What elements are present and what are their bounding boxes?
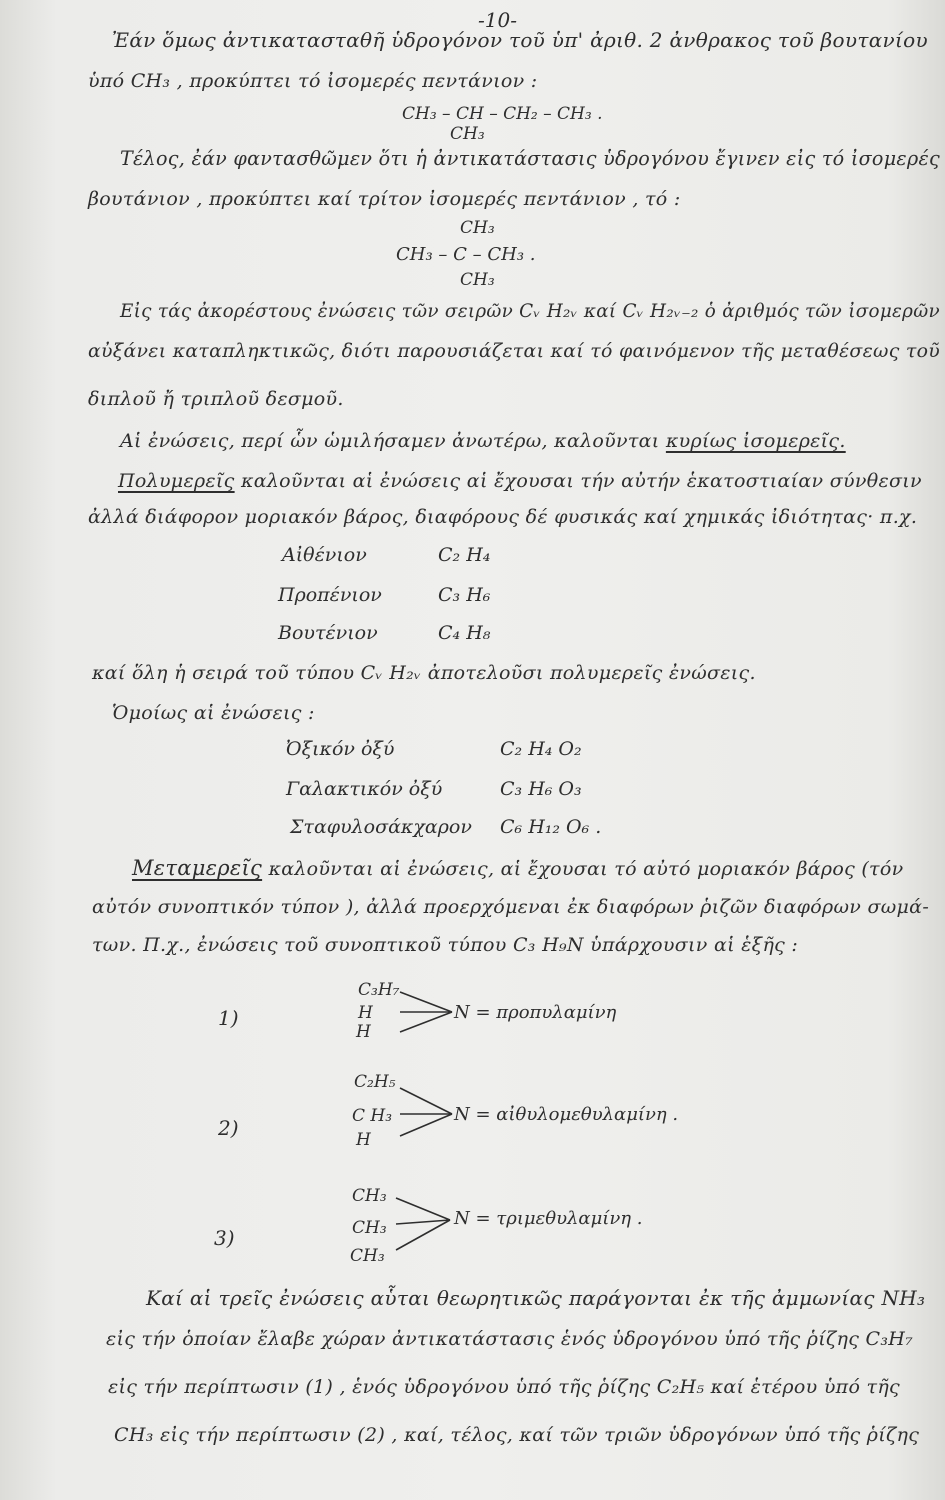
polymer-formula-3: C₄ H₈ <box>438 622 491 644</box>
text-line-9-rest: καλοῦνται αἱ ἐνώσεις αἱ ἔχουσαι τήν αὐτήν ἑκατοστιαίαν σύνθεσιν <box>240 470 922 492</box>
polymer-name-2: Προπένιον <box>278 584 382 606</box>
acid-formula-2: C₃ H₆ O₃ <box>500 778 582 800</box>
text-line-15: των. Π.χ., ἐνώσεις τοῦ συνοπτικοῦ τύπου C₃ H₉N ὑπάρχουσιν αἱ ἑξῆς : <box>92 934 799 956</box>
acid-formula-3: C₆ H₁₂ O₆ . <box>500 816 602 838</box>
text-line-11: καί ὅλη ἡ σειρά τοῦ τύπου Cᵥ H₂ᵥ ἀποτελοῦσι πολυμερεῖς ἐνώσεις. <box>92 662 756 684</box>
text-line-16: Καί αἱ τρεῖς ἐνώσεις αὗται θεωρητικῶς παράγονται ἐκ τῆς ἀμμωνίας NH₃ <box>146 1286 926 1310</box>
text-line-10: ἀλλά διάφορον μοριακόν βάρος, διαφόρους δέ φυσικάς καί χημικάς ἰδιότητας· π.χ. <box>88 506 918 528</box>
term-metamereis: Μεταμερεῖς <box>132 856 263 880</box>
isopentane-chain: CH₃ – CH – CH₂ – CH₃ . <box>402 104 603 124</box>
text-line-6: αὐξάνει καταπληκτικῶς, διότι παρουσιάζεται καί τό φαινόμενον τῆς μεταθέσεως τοῦ <box>88 340 941 362</box>
neopentane-mid: CH₃ – C – CH₃ . <box>396 244 536 265</box>
isopentane-branch: CH₃ <box>450 124 485 144</box>
polymer-name-3: Βουτένιον <box>278 622 378 644</box>
text-line-7: διπλοῦ ἤ τριπλοῦ δεσμοῦ. <box>88 388 344 410</box>
text-line-17: εἰς τήν ὁποίαν ἔλαβε χώραν ἀντικατάστασις ἑνός ὑδρογόνου ὑπό τῆς ῥίζης C₃H₇ <box>106 1328 914 1350</box>
polymer-formula-1: C₂ H₄ <box>438 544 491 566</box>
amine-3-bonds <box>394 1196 452 1254</box>
text-line-4: βουτάνιον , προκύπτει καί τρίτον ἰσομερές πεντάνιον , τό : <box>88 188 681 210</box>
amine-2-result: N = αἰθυλομεθυλαμίνη . <box>454 1104 679 1125</box>
amine-1-group-2: H <box>358 1003 373 1023</box>
acid-formula-1: C₂ H₄ O₂ <box>500 738 582 760</box>
text-line-14: αὐτόν συνοπτικόν τύπον ), ἀλλά προερχόμεναι ἐκ διαφόρων ῥιζῶν διαφόρων σωμά- <box>92 896 930 918</box>
amine-2-bonds <box>398 1086 454 1140</box>
text-line-3: Τέλος, ἐάν φαντασθῶμεν ὅτι ἡ ἀντικατάστασις ὑδρογόνου ἔγινεν εἰς τό ἰσομερές <box>120 146 940 170</box>
amine-2-group-2: C H₃ <box>352 1106 393 1126</box>
text-line-5: Εἰς τάς ἀκορέστους ἐνώσεις τῶν σειρῶν Cᵥ H₂ᵥ καί Cᵥ H₂ᵥ₋₂ ὁ ἀριθμός τῶν ἰσομερῶν <box>120 300 940 322</box>
text-line-13 <box>132 856 903 880</box>
neopentane-top: CH₃ <box>460 218 495 238</box>
amine-1-group-1: C₃H₇ <box>358 980 400 1000</box>
amine-number-2: 2) <box>218 1116 239 1140</box>
acid-name-1: Ὀξικόν ὀξύ <box>286 738 395 760</box>
amine-3-group-1: CH₃ <box>352 1186 387 1206</box>
text-line-2: ὑπό CH₃ , προκύπτει τό ἰσομερές πεντάνιον : <box>88 70 538 92</box>
amine-number-1: 1) <box>218 1006 239 1030</box>
term-polymereis: Πολυμερεῖς <box>118 470 235 492</box>
text-line-19: CH₃ εἰς τήν περίπτωσιν (2) , καί, τέλος, καί τῶν τριῶν ὑδρογόνων ὑπό τῆς ῥίζης <box>114 1424 920 1446</box>
polymer-name-1: Αἰθένιον <box>282 544 367 566</box>
page-number: -10- <box>478 8 517 32</box>
amine-1-group-3: H <box>356 1022 371 1042</box>
amine-number-3: 3) <box>214 1226 235 1250</box>
text-line-1: Ἐάν ὅμως ἀντικατασταθῆ ὑδρογόνον τοῦ ὑπ' ἀριθ. 2 ἀνθρακος τοῦ βουτανίου <box>112 28 928 52</box>
acid-name-2: Γαλακτικόν ὀξύ <box>286 778 443 800</box>
amine-3-result: N = τριμεθυλαμίνη . <box>454 1208 643 1229</box>
amine-1-bonds <box>398 990 454 1040</box>
acid-name-3: Σταφυλοσάκχαρον <box>290 816 472 838</box>
text-line-13-rest: καλοῦνται αἱ ἐνώσεις, αἱ ἔχουσαι τό αὐτό μοριακόν βάρος (τόν <box>268 858 904 880</box>
polymer-formula-2: C₃ H₆ <box>438 584 491 606</box>
text-line-12: Ὁμοίως αἱ ἐνώσεις : <box>112 702 315 724</box>
amine-3-group-3: CH₃ <box>350 1246 385 1266</box>
text-line-8-start: Αἱ ἐνώσεις, περί ὧν ὡμιλήσαμεν ἀνωτέρω, καλοῦνται <box>120 430 660 452</box>
term-kyrios-isomereis: κυρίως ἰσομερεῖς. <box>665 430 846 452</box>
amine-3-group-2: CH₃ <box>352 1218 387 1238</box>
amine-1-result: N = προπυλαμίνη <box>454 1002 617 1023</box>
amine-2-group-3: H <box>356 1130 371 1150</box>
text-line-9 <box>118 470 922 492</box>
neopentane-bottom: CH₃ <box>460 270 495 290</box>
text-line-18: εἰς τήν περίπτωσιν (1) , ἑνός ὑδρογόνου ὑπό τῆς ῥίζης C₂H₅ καί ἑτέρου ὑπό τῆς <box>108 1376 900 1398</box>
text-line-8 <box>120 430 846 452</box>
amine-2-group-1: C₂H₅ <box>354 1072 396 1092</box>
